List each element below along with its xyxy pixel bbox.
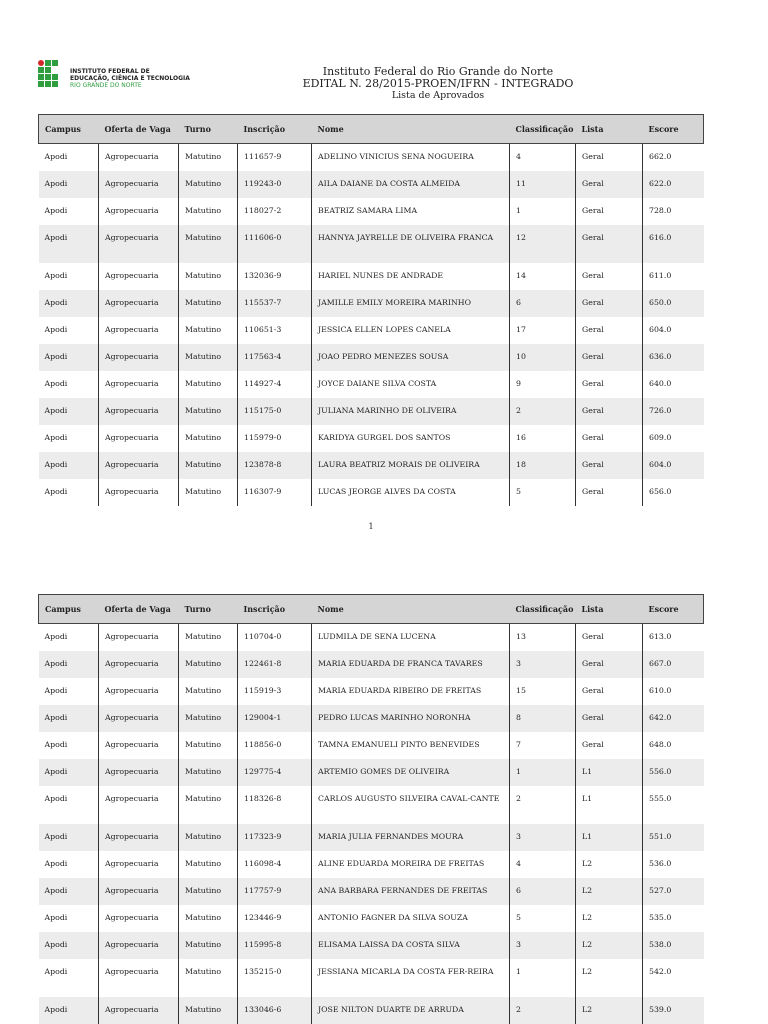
table-row [39, 851, 704, 878]
inscricao-cell: 129004-1 [238, 705, 312, 732]
escore-cell: 726.0 [643, 398, 704, 425]
oferta-cell: Agropecuaria [99, 905, 179, 932]
table-row [39, 371, 704, 398]
nome-cell: JOSE NILTON DUARTE DE ARRUDA [312, 997, 510, 1024]
campus-cell: Apodi [39, 225, 99, 263]
campus-cell: Apodi [44, 794, 68, 803]
inscricao-cell: 129775-4 [238, 759, 312, 786]
classificacao-cell: 14 [510, 263, 576, 290]
classificacao-cell: 17 [510, 317, 576, 344]
escore-cell: 648.0 [643, 732, 704, 759]
inscricao-cell: 123878-8 [238, 452, 312, 479]
turno-cell: Matutino [179, 932, 238, 959]
turno-cell: Matutino [179, 198, 238, 225]
oferta-cell: Agropecuaria [99, 851, 179, 878]
table-row [39, 452, 704, 479]
nome-cell: JESSIANA MICARLA DA COSTA FER-REIRA [312, 959, 510, 997]
classificacao-cell: 4 [510, 851, 576, 878]
nome-cell: KARIDYA GURGEL DOS SANTOS [312, 425, 510, 452]
lista-cell: L2 [576, 997, 643, 1024]
campus-cell: Apodi [44, 859, 68, 868]
nome-cell: LUCAS JEORGE ALVES DA COSTA [312, 479, 510, 506]
escore-cell: 611.0 [643, 263, 704, 290]
campus-cell: Apodi [44, 740, 68, 749]
lista-cell: Geral [576, 344, 643, 371]
classificacao-cell: 6 [510, 878, 576, 905]
column-header-oferta: Oferta de Vaga [99, 595, 179, 624]
escore-cell: 535.0 [643, 905, 704, 932]
campus-cell: Apodi [44, 433, 68, 442]
oferta-cell: Agropecuaria [99, 651, 179, 678]
inscricao-cell: 115175-0 [238, 398, 312, 425]
turno-cell: Matutino [179, 398, 238, 425]
lista-cell: Geral [576, 678, 643, 705]
campus-cell: Apodi [44, 271, 68, 280]
table-row [39, 878, 704, 905]
column-header-escore: Escore [643, 595, 704, 624]
inscricao-cell: 132036-9 [238, 263, 312, 290]
approved-table-page-2 [38, 594, 704, 1024]
institution-title: Instituto Federal do Rio Grande do Norte [322, 65, 554, 78]
table-row [39, 398, 704, 425]
oferta-cell: Agropecuaria [99, 344, 179, 371]
escore-cell: 667.0 [643, 651, 704, 678]
turno-cell: Matutino [179, 171, 238, 198]
campus-cell: Apodi [39, 452, 99, 479]
lista-cell: Geral [576, 317, 643, 344]
classificacao-cell: 1 [510, 198, 576, 225]
escore-cell: 604.0 [643, 317, 704, 344]
turno-cell: Matutino [179, 317, 238, 344]
oferta-cell: Agropecuaria [99, 144, 179, 172]
lista-cell: Geral [576, 425, 643, 452]
escore-cell: 662.0 [643, 144, 704, 172]
oferta-cell: Agropecuaria [99, 452, 179, 479]
nome-cell: MARIA EDUARDA DE FRANCA TAVARES [312, 651, 510, 678]
oferta-cell: Agropecuaria [99, 263, 179, 290]
escore-cell: 556.0 [643, 759, 704, 786]
classificacao-cell: 4 [510, 144, 576, 172]
table-row [39, 824, 704, 851]
classificacao-cell: 11 [510, 171, 576, 198]
turno-cell: Matutino [179, 878, 238, 905]
escore-cell: 609.0 [643, 425, 704, 452]
classificacao-cell: 5 [510, 905, 576, 932]
lista-cell: Geral [576, 732, 643, 759]
inscricao-cell: 110704-0 [238, 624, 312, 652]
table-row [39, 651, 704, 678]
inscricao-cell: 117563-4 [238, 344, 312, 371]
table-row [39, 624, 704, 652]
classificacao-cell: 9 [510, 371, 576, 398]
approved-table-page-1 [38, 114, 704, 506]
classificacao-cell: 3 [510, 932, 576, 959]
table-row [39, 959, 704, 997]
inscricao-cell: 114927-4 [238, 371, 312, 398]
campus-cell: Apodi [39, 651, 99, 678]
edital-title: EDITAL N. 28/2015-PROEN/IFRN - INTEGRADO [302, 77, 574, 90]
nome-cell: ANTONIO FAGNER DA SILVA SOUZA [312, 905, 510, 932]
campus-cell: Apodi [39, 705, 99, 732]
logo-text: INSTITUTO FEDERAL DE EDUCAÇÃO, CIÊNCIA E TECNOLOGIA RIO GRANDE DO NORTE [70, 68, 190, 89]
table-row [39, 932, 704, 959]
campus-cell: Apodi [44, 632, 68, 641]
classificacao-cell: 3 [510, 824, 576, 851]
inscricao-cell: 111657-9 [238, 144, 312, 172]
lista-cell: L1 [576, 786, 643, 824]
column-header-inscricao: Inscrição [238, 595, 312, 624]
table-row [39, 759, 704, 786]
oferta-cell: Agropecuaria [99, 171, 179, 198]
nome-cell: ELISAMA LAISSA DA COSTA SILVA [312, 932, 510, 959]
table-row [39, 425, 704, 452]
nome-cell: TAMNA EMANUELI PINTO BENEVIDES [312, 732, 510, 759]
inscricao-cell: 110651-3 [238, 317, 312, 344]
nome-cell: LUDMILA DE SENA LUCENA [312, 624, 510, 652]
turno-cell: Matutino [179, 678, 238, 705]
lista-cell: Geral [576, 198, 643, 225]
inscricao-cell: 135215-0 [238, 959, 312, 997]
turno-cell: Matutino [179, 624, 238, 652]
campus-cell: Apodi [39, 398, 99, 425]
classificacao-cell: 15 [510, 678, 576, 705]
table-row [39, 732, 704, 759]
inscricao-cell: 122461-8 [238, 651, 312, 678]
table-row [39, 786, 704, 824]
table-row [39, 225, 704, 263]
nome-cell: ALINE EDUARDA MOREIRA DE FREITAS [312, 851, 510, 878]
page-break [0, 540, 768, 592]
campus-cell: Apodi [44, 206, 68, 215]
classificacao-cell: 16 [510, 425, 576, 452]
oferta-cell: Agropecuaria [99, 824, 179, 851]
campus-cell: Apodi [39, 878, 99, 905]
campus-cell: Apodi [44, 325, 68, 334]
turno-cell: Matutino [179, 371, 238, 398]
table-row [39, 144, 704, 172]
escore-cell: 728.0 [643, 198, 704, 225]
lista-cell: Geral [576, 452, 643, 479]
turno-cell: Matutino [179, 905, 238, 932]
table-header-row [39, 595, 704, 624]
classificacao-cell: 8 [510, 705, 576, 732]
classificacao-cell: 2 [510, 786, 576, 824]
turno-cell: Matutino [179, 732, 238, 759]
lista-cell: Geral [576, 171, 643, 198]
nome-cell: ADELINO VINICIUS SENA NOGUEIRA [312, 144, 510, 172]
lista-cell: Geral [576, 624, 643, 652]
document-header [250, 66, 626, 101]
campus-cell: Apodi [39, 932, 99, 959]
turno-cell: Matutino [179, 959, 238, 997]
escore-cell: 536.0 [643, 851, 704, 878]
turno-cell: Matutino [179, 263, 238, 290]
table-row [39, 317, 704, 344]
table-header-row [39, 115, 704, 144]
campus-cell: Apodi [44, 913, 68, 922]
lista-cell: Geral [576, 263, 643, 290]
nome-cell: JOYCE DAIANE SILVA COSTA [312, 371, 510, 398]
oferta-cell: Agropecuaria [99, 371, 179, 398]
lista-cell: L2 [576, 905, 643, 932]
oferta-cell: Agropecuaria [99, 705, 179, 732]
campus-cell: Apodi [44, 967, 68, 976]
classificacao-cell: 2 [510, 398, 576, 425]
escore-cell: 538.0 [643, 932, 704, 959]
turno-cell: Matutino [179, 759, 238, 786]
campus-cell: Apodi [39, 290, 99, 317]
escore-cell: 656.0 [643, 479, 704, 506]
nome-cell: MARIA JULIA FERNANDES MOURA [312, 824, 510, 851]
nome-cell: HANNYA JAYRELLE DE OLIVEIRA FRANCA [312, 225, 510, 263]
campus-cell: Apodi [39, 171, 99, 198]
oferta-cell: Agropecuaria [99, 786, 179, 824]
turno-cell: Matutino [179, 290, 238, 317]
oferta-cell: Agropecuaria [99, 198, 179, 225]
column-header-turno: Turno [179, 595, 238, 624]
turno-cell: Matutino [179, 997, 238, 1024]
escore-cell: 636.0 [643, 344, 704, 371]
nome-cell: BEATRIZ SAMARA LIMA [312, 198, 510, 225]
oferta-cell: Agropecuaria [99, 624, 179, 652]
nome-cell: PEDRO LUCAS MARINHO NORONHA [312, 705, 510, 732]
ifrn-logo [38, 60, 188, 96]
oferta-cell: Agropecuaria [99, 479, 179, 506]
escore-cell: 642.0 [643, 705, 704, 732]
inscricao-cell: 133046-6 [238, 997, 312, 1024]
classificacao-cell: 10 [510, 344, 576, 371]
column-header-campus: Campus [39, 115, 99, 144]
column-header-escore: Escore [643, 115, 704, 144]
nome-cell: JULIANA MARINHO DE OLIVEIRA [312, 398, 510, 425]
page-number: 1 [368, 522, 374, 531]
lista-cell: L2 [576, 959, 643, 997]
oferta-cell: Agropecuaria [99, 678, 179, 705]
nome-cell: JAMILLE EMILY MOREIRA MARINHO [312, 290, 510, 317]
lista-cell: L1 [576, 824, 643, 851]
inscricao-cell: 118856-0 [238, 732, 312, 759]
inscricao-cell: 115919-3 [238, 678, 312, 705]
column-header-nome: Nome [312, 115, 510, 144]
turno-cell: Matutino [179, 824, 238, 851]
lista-cell: Geral [576, 225, 643, 263]
campus-cell: Apodi [39, 344, 99, 371]
turno-cell: Matutino [179, 344, 238, 371]
lista-cell: Geral [576, 371, 643, 398]
campus-cell: Apodi [39, 997, 99, 1024]
table-row [39, 678, 704, 705]
table-row [39, 344, 704, 371]
column-header-classificacao: Classificação [510, 595, 576, 624]
escore-cell: 527.0 [643, 878, 704, 905]
inscricao-cell: 116098-4 [238, 851, 312, 878]
campus-cell: Apodi [39, 759, 99, 786]
table-row [39, 479, 704, 506]
turno-cell: Matutino [179, 705, 238, 732]
nome-cell: AILA DAIANE DA COSTA ALMEIDA [312, 171, 510, 198]
lista-cell: Geral [576, 144, 643, 172]
turno-cell: Matutino [179, 144, 238, 172]
classificacao-cell: 5 [510, 479, 576, 506]
oferta-cell: Agropecuaria [99, 959, 179, 997]
table-body [39, 144, 704, 507]
list-subtitle: Lista de Aprovados [391, 90, 485, 101]
turno-cell: Matutino [179, 479, 238, 506]
oferta-cell: Agropecuaria [99, 932, 179, 959]
nome-cell: ARTEMIO GOMES DE OLIVEIRA [312, 759, 510, 786]
escore-cell: 622.0 [643, 171, 704, 198]
turno-cell: Matutino [179, 225, 238, 263]
classificacao-cell: 6 [510, 290, 576, 317]
classificacao-cell: 3 [510, 651, 576, 678]
escore-cell: 539.0 [643, 997, 704, 1024]
oferta-cell: Agropecuaria [99, 290, 179, 317]
column-header-inscricao: Inscrição [238, 115, 312, 144]
inscricao-cell: 116307-9 [238, 479, 312, 506]
turno-cell: Matutino [179, 425, 238, 452]
table-row [39, 705, 704, 732]
nome-cell: JOAO PEDRO MENEZES SOUSA [312, 344, 510, 371]
oferta-cell: Agropecuaria [99, 759, 179, 786]
classificacao-cell: 13 [510, 624, 576, 652]
turno-cell: Matutino [179, 851, 238, 878]
lista-cell: Geral [576, 398, 643, 425]
inscricao-cell: 118326-8 [238, 786, 312, 824]
lista-cell: L2 [576, 932, 643, 959]
inscricao-cell: 117323-9 [238, 824, 312, 851]
lista-cell: L2 [576, 851, 643, 878]
classificacao-cell: 12 [510, 225, 576, 263]
inscricao-cell: 111606-0 [238, 225, 312, 263]
column-header-turno: Turno [179, 115, 238, 144]
nome-cell: MARIA EDUARDA RIBEIRO DE FREITAS [312, 678, 510, 705]
oferta-cell: Agropecuaria [99, 398, 179, 425]
column-header-lista: Lista [576, 595, 643, 624]
inscricao-cell: 123446-9 [238, 905, 312, 932]
turno-cell: Matutino [179, 651, 238, 678]
escore-cell: 551.0 [643, 824, 704, 851]
escore-cell: 613.0 [643, 624, 704, 652]
escore-cell: 650.0 [643, 290, 704, 317]
escore-cell: 542.0 [643, 959, 704, 997]
inscricao-cell: 115995-8 [238, 932, 312, 959]
lista-cell: Geral [576, 479, 643, 506]
lista-cell: Geral [576, 290, 643, 317]
classificacao-cell: 18 [510, 452, 576, 479]
lista-cell: Geral [576, 651, 643, 678]
lista-cell: Geral [576, 705, 643, 732]
escore-cell: 640.0 [643, 371, 704, 398]
oferta-cell: Agropecuaria [99, 997, 179, 1024]
escore-cell: 555.0 [643, 786, 704, 824]
column-header-classificacao: Classificação [510, 115, 576, 144]
column-header-campus: Campus [39, 595, 99, 624]
campus-cell: Apodi [44, 152, 68, 161]
campus-cell: Apodi [44, 487, 68, 496]
lista-cell: L2 [576, 878, 643, 905]
inscricao-cell: 118027-2 [238, 198, 312, 225]
nome-cell: CARLOS AUGUSTO SILVEIRA CAVAL-CANTE [312, 786, 510, 824]
column-header-lista: Lista [576, 115, 643, 144]
column-header-oferta: Oferta de Vaga [99, 115, 179, 144]
table-row [39, 171, 704, 198]
table-body [39, 624, 704, 1024]
oferta-cell: Agropecuaria [99, 732, 179, 759]
escore-cell: 616.0 [643, 225, 704, 263]
campus-cell: Apodi [44, 686, 68, 695]
escore-cell: 610.0 [643, 678, 704, 705]
inscricao-cell: 115979-0 [238, 425, 312, 452]
lista-cell: L1 [576, 759, 643, 786]
turno-cell: Matutino [179, 786, 238, 824]
nome-cell: LAURA BEATRIZ MORAIS DE OLIVEIRA [312, 452, 510, 479]
oferta-cell: Agropecuaria [99, 878, 179, 905]
classificacao-cell: 7 [510, 732, 576, 759]
nome-cell: ANA BARBARA FERNANDES DE FREITAS [312, 878, 510, 905]
oferta-cell: Agropecuaria [99, 225, 179, 263]
inscricao-cell: 115537-7 [238, 290, 312, 317]
classificacao-cell: 2 [510, 997, 576, 1024]
column-header-nome: Nome [312, 595, 510, 624]
table-row [39, 905, 704, 932]
oferta-cell: Agropecuaria [99, 317, 179, 344]
escore-cell: 604.0 [643, 452, 704, 479]
campus-cell: Apodi [44, 379, 68, 388]
table-row [39, 263, 704, 290]
classificacao-cell: 1 [510, 959, 576, 997]
nome-cell: HARIEL NUNES DE ANDRADE [312, 263, 510, 290]
table-row [39, 198, 704, 225]
campus-cell: Apodi [39, 824, 99, 851]
oferta-cell: Agropecuaria [99, 425, 179, 452]
nome-cell: JESSICA ELLEN LOPES CANELA [312, 317, 510, 344]
classificacao-cell: 1 [510, 759, 576, 786]
inscricao-cell: 119243-0 [238, 171, 312, 198]
table-row [39, 290, 704, 317]
table-row [39, 997, 704, 1024]
turno-cell: Matutino [179, 452, 238, 479]
inscricao-cell: 117757-9 [238, 878, 312, 905]
